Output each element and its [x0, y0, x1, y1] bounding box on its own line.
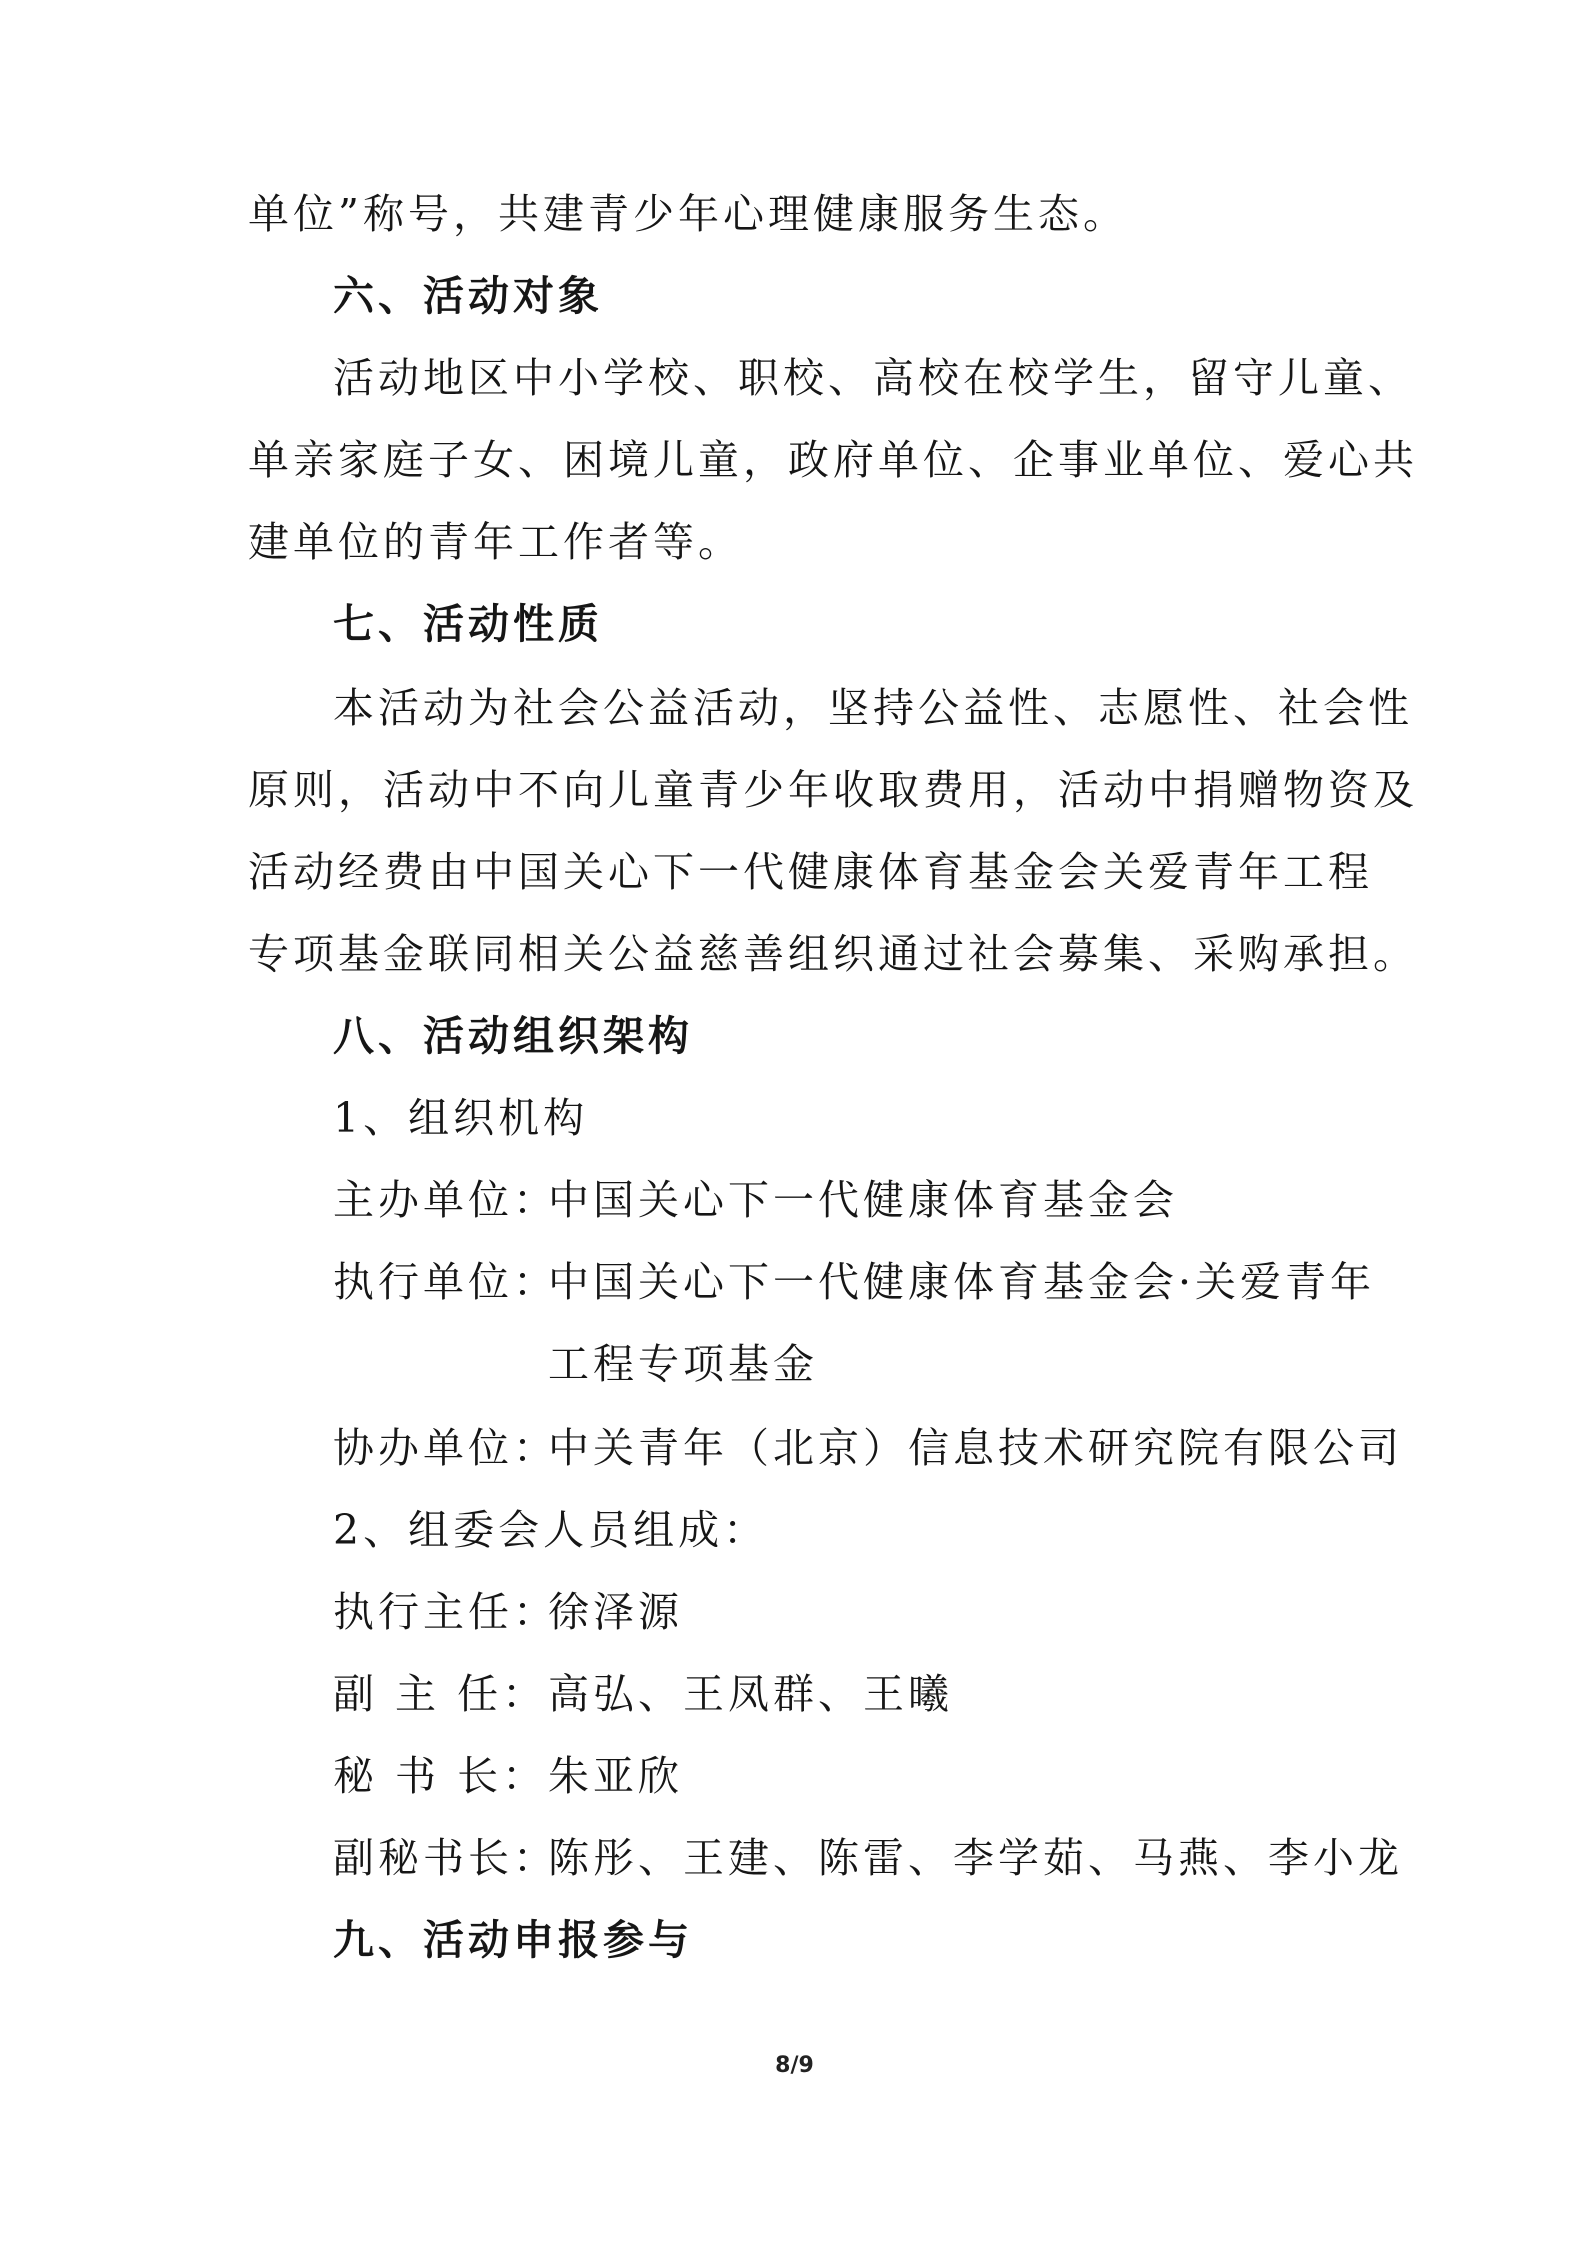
- committee-deputy-value: 高弘、王凤群、王曦: [548, 1670, 953, 1718]
- committee-deputy-label: 副 主 任：: [333, 1670, 548, 1718]
- org-co-value: 中关青年（北京）信息技术研究院有限公司: [548, 1424, 1403, 1472]
- org-exec-value: 中国关心下一代健康体育基金会·关爱青年: [548, 1258, 1376, 1306]
- committee-secgen-label: 秘 书 长：: [333, 1752, 548, 1800]
- paragraph-line: 活动经费由中国关心下一代健康体育基金会关爱青年工程: [248, 848, 1373, 896]
- page-number: 8/9: [775, 2053, 814, 2078]
- paragraph-line: 活动地区中小学校、职校、高校在校学生，留守儿童、: [333, 354, 1413, 402]
- paragraph-line: 专项基金联同相关公益慈善组织通过社会募集、采购承担。: [248, 930, 1418, 978]
- org-exec-row-continued: [333, 1340, 818, 1388]
- committee-depsec-label: 副秘书长：: [333, 1834, 558, 1882]
- paragraph-line: 建单位的青年工作者等。: [248, 518, 743, 566]
- committee-director-value: 徐泽源: [548, 1588, 683, 1636]
- subsection-heading-1: 1、组织机构: [333, 1094, 589, 1142]
- org-co-row: [333, 1424, 1403, 1472]
- paragraph-line: 原则，活动中不向儿童青少年收取费用，活动中捐赠物资及: [248, 766, 1418, 814]
- section-heading-7: 七、活动性质: [333, 600, 603, 648]
- org-host-value: 中国关心下一代健康体育基金会: [548, 1176, 1178, 1224]
- committee-secgen-value: 朱亚欣: [548, 1752, 683, 1800]
- committee-depsec-row: [333, 1834, 1403, 1882]
- org-co-label: 协办单位：: [333, 1424, 558, 1472]
- org-host-row: [333, 1176, 1178, 1224]
- committee-deputy-row: [333, 1670, 953, 1718]
- org-exec-value-continued: 工程专项基金: [548, 1340, 818, 1388]
- committee-director-label: 执行主任：: [333, 1588, 558, 1636]
- paragraph-line: 单亲家庭子女、困境儿童，政府单位、企事业单位、爱心共: [248, 436, 1418, 484]
- section-heading-9: 九、活动申报参与: [333, 1916, 693, 1964]
- paragraph-line: 单位”称号，共建青少年心理健康服务生态。: [248, 190, 1128, 238]
- committee-secgen-row: [333, 1752, 683, 1800]
- committee-depsec-value: 陈彤、王建、陈雷、李学茹、马燕、李小龙: [548, 1834, 1403, 1882]
- org-exec-label: 执行单位：: [333, 1258, 558, 1306]
- section-heading-8: 八、活动组织架构: [333, 1012, 693, 1060]
- subsection-heading-2: 2、组委会人员组成：: [333, 1506, 769, 1554]
- org-exec-row: [333, 1258, 1375, 1306]
- committee-director-row: [333, 1588, 683, 1636]
- paragraph-line: 本活动为社会公益活动，坚持公益性、志愿性、社会性: [333, 684, 1413, 732]
- section-heading-6: 六、活动对象: [333, 272, 603, 320]
- org-host-label: 主办单位：: [333, 1176, 558, 1224]
